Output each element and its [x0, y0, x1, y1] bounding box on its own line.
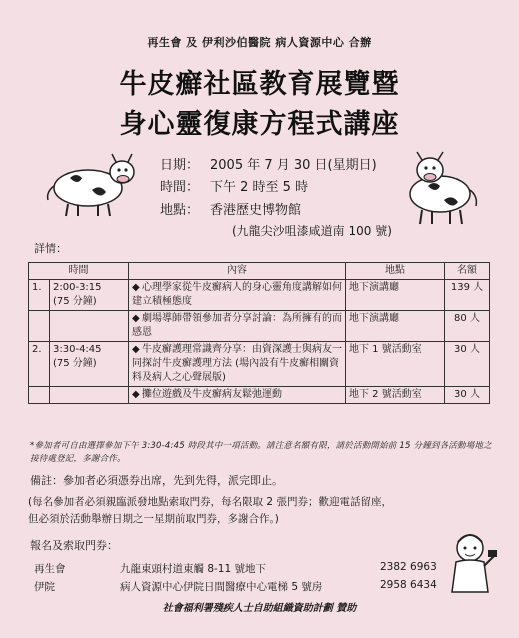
cow-illustration-left — [40, 150, 140, 220]
remark-line-2: (每名參加者必須親臨派發地點索取門券，每名限取 2 張門券；歡迎電話留座， — [28, 496, 392, 508]
row-quota: 30 人 — [445, 387, 490, 404]
row-content: ◆ 心理學家從牛皮癬病人的身心靈角度講解如何建立積極態度 — [129, 280, 346, 311]
contact-org: 伊院 — [34, 581, 55, 593]
table-row — [29, 280, 490, 311]
event-venue — [160, 199, 301, 218]
row-venue: 地下演講廳 — [346, 311, 445, 342]
contact-phone: 2958 6434 — [380, 579, 437, 591]
header-time: 時間 — [29, 263, 129, 280]
row-venue: 地下 2 號活動室 — [346, 387, 445, 404]
remark-line: 備註：參加者必須憑券出席，先到先得，派完即止。 — [30, 474, 283, 487]
session-time — [50, 280, 129, 311]
contact-address: 病人資源中心伊院日間醫療中心電梯 5 號房 — [120, 581, 323, 593]
session-time-range: 2:00-3:15 — [53, 282, 102, 293]
row-content: ◆ 攤位遊戲及牛皮癬病友鬆弛運動 — [129, 387, 346, 404]
session-time — [50, 342, 129, 387]
table-row — [29, 311, 490, 342]
date-label: 日期： — [160, 158, 200, 173]
date-value: 2005 年 7 月 30 日(星期日) — [210, 158, 377, 173]
cow-illustration-right — [400, 150, 490, 230]
table-row — [29, 387, 490, 404]
row-quota: 139 人 — [445, 280, 490, 311]
contact-phone: 2382 6963 — [380, 561, 437, 573]
row-content: ◆ 劇場導師帶領參加者分享討論：為所擁有的而感恩 — [129, 311, 346, 342]
activity-note: *參加者可自由選擇參加下午 3:30-4:45 時段其中一項活動。請注意名額有限，請於活動開始前 15 分鐘到各活動場地之接待處登記，多謝合作。 — [30, 441, 492, 464]
contact-address: 九龍東頭村道東觸 8-11 號地下 — [120, 563, 267, 575]
session-index: 1. — [29, 280, 50, 311]
venue-value: 香港歷史博物館 — [210, 203, 302, 218]
header-venue: 地點 — [346, 263, 445, 280]
diamond-bullet-icon: ◆ — [132, 344, 140, 355]
sponsor-line: 社會福利署殘疾人士自助組織資助計劃 贊助 — [162, 603, 357, 614]
time-value: 下午 2 時至 5 時 — [210, 180, 309, 195]
session-duration: (75 分鐘) — [53, 358, 97, 369]
row-quota: 30 人 — [445, 342, 490, 387]
speaker-illustration — [440, 528, 500, 598]
signup-label: 報名及索取門券： — [30, 539, 118, 552]
organizers-line: 再生會 及 伊利沙伯醫院 病人資源中心 合辦 — [147, 36, 372, 49]
time-label: 時間： — [160, 180, 200, 195]
remark-line-3: 但必須於活動舉辦日期之一星期前取門券，多謝合作。) — [28, 513, 279, 525]
row-content: ◆ 牛皮癬護理常識齊分享：由資深護士與病友一同探討牛皮癬護理方法 (場內設有牛皮癬相關資料及病人之心聲展版) — [129, 342, 346, 387]
diamond-bullet-icon: ◆ — [132, 282, 140, 293]
row-quota: 80 人 — [445, 311, 490, 342]
table-row — [29, 342, 490, 387]
details-label: 詳情： — [34, 242, 67, 255]
session-duration: (75 分鐘) — [53, 296, 97, 307]
row-venue: 地下 1 號活動室 — [346, 342, 445, 387]
header-quota: 名額 — [445, 263, 490, 280]
session-time-range: 3:30-4:45 — [53, 344, 102, 355]
header-content: 內容 — [129, 263, 346, 280]
diamond-bullet-icon: ◆ — [132, 389, 140, 400]
event-date — [160, 154, 377, 173]
remark-details — [28, 494, 392, 528]
diamond-bullet-icon: ◆ — [132, 313, 140, 324]
table-header-row — [29, 263, 490, 280]
contact-org: 再生會 — [34, 563, 66, 575]
session-index: 2. — [29, 342, 50, 387]
venue-address: (九龍尖沙咀漆咸道南 100 號) — [232, 224, 392, 238]
title-line-2: 身心靈復康方程式講座 — [119, 109, 400, 140]
event-time — [160, 176, 308, 195]
schedule-table — [28, 262, 490, 404]
venue-label: 地點： — [160, 203, 200, 218]
row-venue: 地下演講廳 — [346, 280, 445, 311]
title-line-1: 牛皮癬社區教育展覽暨 — [119, 69, 400, 100]
